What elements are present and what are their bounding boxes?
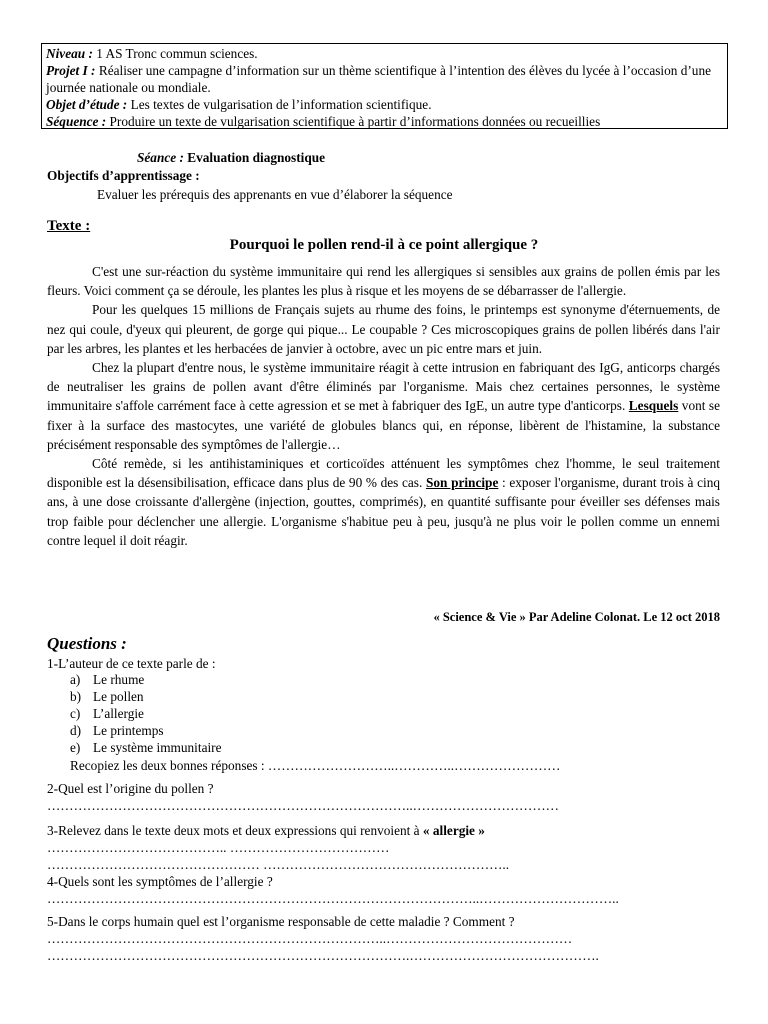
paragraph-4-part-1: Côté remède, si les antihistaminiques et corticoïdes atténuent les symptômes chez l'homme, le seul traitement disponible est la désensibilisation, efficace dans plus de 90 % des cas. [47,456,720,491]
objet-row [46,96,723,113]
option-b: b) Le pollen [70,689,144,704]
question-2: 2-Quel est l’origine du pollen ? [47,781,214,796]
objectifs-text: Evaluer les prérequis des apprenants en vue d’élaborer la séquence [97,187,453,202]
question-2-answer-line: ………………………………………………………………………..…………………………… [47,798,559,813]
niveau-row [46,45,723,62]
sequence-row [46,113,723,130]
objet-label: Objet d’étude : [46,97,128,112]
article-paragraph-1: C'est une sur-réaction du système immunitaire qui rend les allergiques si sensibles aux grains de pollen émis par les fleurs. Voici comment ça se déroule, les plantes les plus à risque et les moyens de se débarrasser de l'allergie. [47,264,720,299]
objet-value: Les textes de vulgarisation de l’information scientifique. [127,97,432,112]
question-5-answer-line-1: …………………………………………………………………..…………………………………… [47,931,573,946]
article-paragraph-3 [47,358,720,454]
objectifs-title: Objectifs d’apprentissage : [47,168,200,183]
projet-label: Projet I : [46,63,96,78]
option-a: a) Le rhume [70,672,145,687]
question-1: 1-L’auteur de ce texte parle de : [47,656,216,671]
question-4: 4-Quels sont les symptômes de l’allergie ? [47,874,273,889]
paragraph-4-part-2: : exposer l'organisme, durant trois à cinq ans, à une dose croissante d'allergène (injection, gouttes, comprimés), en quantité suffisante pour éveiller ses défenses mais trop faible pour déclencher une allergie. L'organisme s'habitue peu à peu, jusqu'à ne plus voir le pollen comme un ennemi contre lequel il doit réagir. [47,475,720,548]
question-1-options [70,671,222,756]
questions-label: Questions : [47,634,127,653]
question-3-answer-line-2: ………………………………………… ……………………………………………….. [47,857,510,872]
question-3-answer-line-1: ………………………………….. ……………………………… [47,840,390,855]
question-5: 5-Dans le corps humain quel est l’organisme responsable de cette maladie ? Comment ? [47,914,515,929]
header-info-box [41,43,728,129]
seance-label: Séance : [137,150,184,165]
question-1-recopy: Recopiez les deux bonnes réponses : ………………………..…………..…………………… [70,758,561,773]
question-3: 3-Relevez dans le texte deux mots et deux expressions qui renvoient à « allergie » [47,823,485,838]
question-5-answer-line-2: ……………………………………………………………………….……………………………………. [47,948,599,963]
article-paragraph-2: Pour les quelques 15 millions de Français sujets au rhume des foins, le printemps est synonyme d'éternuements, de nez qui coule, d'yeux qui pleurent, de gorge qui pique... Le coupable ? Ces microscopiques grains de pollen libérés dans l'air par les arbres, les plantes et les herbacées de janvier à octobre, avec un pic entre mars et juin. [47,302,720,356]
seance-value: Evaluation diagnostique [183,150,326,165]
paragraph-3-part-1: Chez la plupart d'entre nous, le système immunitaire réagit à cette intrusion en fabriquant des IgG, anticorps chargés de neutraliser les grains de pollen avant d'être éliminés par l'organisme. Mais chez certaines personnes, le système immunitaire s'affole carrément face à cette agression et se met à fabriquer des IgE, un autre type d'anticorps. [47,360,720,414]
texte-label: Texte : [47,218,91,234]
article-title: Pourquoi le pollen rend-il à ce point allergique ? [229,237,539,253]
option-c: c) L’allergie [70,706,144,721]
option-e: e) Le système immunitaire [70,740,222,755]
niveau-value: 1 AS Tronc commun sciences. [92,46,258,61]
paragraph-3-part-2: vont se fixer à la surface des mastocytes, une variété de globules blancs qui, en réponse, libèrent de l'histamine, la substance précisément responsable des symptômes de l'allergie… [47,398,720,452]
projet-value: Réaliser une campagne d’information sur un thème scientifique à l’intention des élèves du lycée à l’occasion d’une journée nationale ou mondiale. [46,63,712,95]
option-d: d) Le printemps [70,723,164,738]
underlined-son-principe: Son principe [425,475,499,491]
question-4-answer-line: ……………………………………………………………………………………..………………………….. [47,891,619,906]
article-paragraph-4 [47,454,720,550]
seance-line [137,149,325,166]
sequence-value: Produire un texte de vulgarisation scientifique à partir d’informations données ou recueillies [106,114,601,129]
sequence-label: Séquence : [46,114,107,129]
article-body [47,262,720,550]
projet-row [46,62,723,96]
article-source: « Science & Vie » Par Adeline Colonat. Le 12 oct 2018 [433,610,720,624]
allergie-keyword: « allergie » [422,823,485,838]
underlined-lesquels: Lesquels [628,398,679,414]
niveau-label: Niveau : [46,46,93,61]
